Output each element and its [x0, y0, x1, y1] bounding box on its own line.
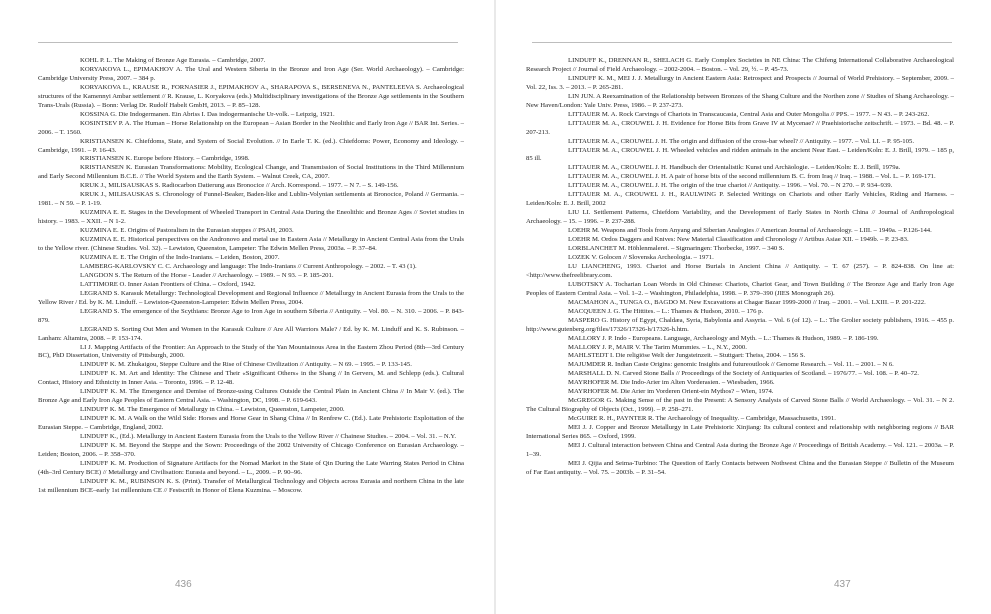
reference-entry: LI J. Mapping Artifacts of the Frontier: An Approach to the Study of the Yan Mountainous Area in the Eastern Zhou Period (8th—3rd Century BC), PhD Dissertation, University of Pittsburgh, 2000. [38, 343, 464, 360]
reference-entry: MEI J. J. Copper and Bronze Metallurgy in Late Prehistoric Xinjiang: Its cultural context and relationship with neighboring regions // BAR International Series 865. – Oxford, 1999. [526, 424, 954, 441]
reference-entry: LANGDON S. The Return of the Horse - Leader // Archaeology. – 1989. – N 93. – P. 185-201. [80, 271, 334, 279]
reference-entry: MALLORY J. P., MAIR V. The Tarim Mummies. – L., N.Y., 2000. [568, 343, 747, 351]
reference-entry: KUZMINA E. E. Origins of Pastoralism in the Eurasian steppes // PSAH, 2003. [80, 227, 294, 235]
reference-entry: KORYAKOVA L., KRAUSE R., FORNASIER J., EPIMAKHOV A., SHARAPOVA S., BERSENEVA N., PANTELEEVA S. Archaeological structures of the Kamennyi Ambar settlement // R. Krause, L. Koryakova (eds.) Multidisciplinary investigations of the Bronze Age settlements in the Southern Trans-Urals (Russia). – Bonn: Verlag Dr. Rudolf Habelt GmbH, 2013. – P. 85–128. [38, 83, 464, 109]
reference-entry: KUZMINA E. E. Stages in the Development of Wheeled Transport in Central Asia During the Eneolithic and Bronze Ages // Soviet studies in history. – 1983. – XXII. – N 1-2. [38, 209, 464, 226]
page-number: 437 [834, 579, 851, 590]
reference-entry: LIU LI. Settlement Patterns, Chiefdom Variability, and the Development of Early States in North China // Journal of Anthropological Archaeology. – 15. – 1996. – P. 237-288. [526, 209, 954, 226]
reference-entry: LITTAUER M. A. Rock Carvings of Chariots in Transcaucasia, Central Asia and Outer Mongolia // PPS. – 1977. – N 43. – P. 243-262. [568, 110, 930, 118]
reference-entry: KUZMINA E. E. The Origin of the Indo-Iranians. – Leiden, Boston, 2007. [80, 253, 280, 261]
reference-list [38, 57, 464, 496]
reference-entry: KOSSINA G. Die Indogermanen. Ein Abriss I. Das indogermanische Ur-volk. – Leipzig, 1921. [80, 110, 335, 118]
reference-entry: LINDUFF K., (Ed.). Metallurgy in Ancient Eastern Eurasia from the Urals to the Yellow River // Chainese Studies. – 2004. – Vol. 31. – N.Y. [80, 433, 457, 441]
reference-entry: LEGRAND S. The emergence of the Scythians: Bronze Age to Iron Age in southern Siberia // Antiquity. – Vol. 80. – N. 310. – 2006. – P. 843-879. [38, 307, 464, 324]
reference-entry: McGUIRE R. H., PAYNTER R. The Archaeology of Inequality. – Cambridge, Massachusetts, 1991. [568, 415, 836, 423]
reference-entry: MAJUMDER R. Indian Caste Origins: genomic Insights and futureoutlook // Genome Research. – Vol. 11. – 2001. – N 6. [568, 361, 894, 369]
reference-entry: LITTAUER M. A., CROUWEL J. H. A pair of horse bits of the second millennium B. C. from Iraq // Iraq. – 1988. – Vol. L. – P. 169-171. [568, 173, 936, 181]
reference-entry: LITTAUER M. A., CROUWEL J. H. The origin of the true chariot // Antiquity. – 1996. – Vol. 70. – N 270. – P. 934–939. [568, 182, 893, 190]
reference-entry: LITTAUER M. A., CROUWEL J. H. Handbuch der Orientalistik: Kunst und Archäologie. – Leiden/Koln: E. J. Brill, 1979a. [568, 164, 901, 172]
reference-entry: LOEHR M. Weapons and Tools from Anyang and Siberian Analogies // American Journal of Archaeology. – LIII. – 1949a. – P.126-144. [568, 227, 932, 235]
reference-entry: LITTAUER M. A., CROUWEL J. H. Wheeled vehicles and ridden animals in the ancient Near East. – Leiden/Koln: E. J. Brill, 1979. – 185 p, 85 ill. [526, 146, 954, 163]
reference-entry: LITTAUER M. A., CROUWEL J. H. Evidence for Horse Bits from Grave IV at Mycenae? // Praehistorische zeitschrift. – 1973. – Bd. 48. – P. 207-213. [526, 119, 954, 136]
reference-entry: LOZEK V. Golocen // Slovenska Archeologia. – 1971. [568, 253, 714, 261]
page-number: 436 [175, 579, 192, 590]
left-page [0, 0, 495, 614]
right-page [496, 0, 991, 614]
reference-entry: MEI J. Qijia and Seima-Turbino: The Question of Early Contacts between Nothwest China and the Eurasian Steppe // Bulletin of the Museum of Far East antiquity. – Vol. 75. – 2003b. – P. 31–54. [526, 459, 954, 476]
reference-entry: LINDUFF K. M. The Emergence and Demise of Bronze-using Cultures Outside the Central Plain in Ancient China // In Mair V. (ed.). The Bronze Age and Early Iron Age Peoples of Eastern Central Asia. – Washington, DC, 1998. – P. 619-643. [38, 388, 464, 405]
reference-entry: MACMAHON A., TUNGA O., BAGDO M. New Excavations at Chagar Bazar 1999-2000 // Iraq. – 2001. – Vol. LXIII. – P. 201-222. [568, 298, 926, 306]
reference-entry: LINDUFF K. M., MEI J. J. Metallurgy in Ancient Eastern Asia: Retrospect and Prospects // Journal of World Prehistory. – September, 2009. – Vol. 22, Iss. 3. – 2013. – P. 265-281. [526, 74, 954, 91]
reference-list [526, 57, 954, 478]
reference-entry: LINDUFF K., DRENNAN R., SHELACH G. Early Complex Societies in NE China: The Chifeng International Collaborative Archaeological Research Project // Journal of Field Archaeology. – 2002-2004. – Boston. – Vol. 29, ½. – P. 45-73. [526, 57, 954, 73]
reference-entry: KORYAKOVA L., EPIMAKHOV A. The Ural and Western Siberia in the Bronze and Iron Age (Ser. World Archaeology). – Cambridge: Cambridge University Press, 2007. – 384 p. [38, 65, 464, 82]
reference-entry: KRISTIANSEN K. Eurasian Transformations: Mobility, Ecological Change, and Transmission of Social Institutions in the Third Millennium and Early Second Millennium B.C.E. // The World System and the Earth System. – Walnut Creek, CA, 2007. [38, 164, 464, 181]
reference-entry: MASPERO G. History of Egypt, Chaldæa, Syria, Babylonia and Assyria. – Vol. 6 (of 12). – L.: The Grolier society publishers, 1916. – 455 p. http://www.gutenberg.org/files/17326/17326-h/17326-h.htm. [526, 316, 954, 333]
reference-entry: KRUK J., MILISAUSKAS S. Chronology of Funnel-Beaker, Baden-like and Lublin-Volynian settlements at Bronocice, Poland // Germania. – 1981. – N 59. – P. 1-19. [38, 191, 464, 208]
reference-entry: LITTAUER M. A., CROUWEL J. H., RAULWING P. Selected Writings on Chariots and other Early Vehicles, Riding and Harness. – Leiden/Koln: E. J. Brill, 2002 [526, 191, 954, 208]
reference-entry: KRUK J., MILISAUSKAS S. Radiocarbon Datierung aus Bronocice // Arch. Korrespond. – 1977. – N 7. – S. 149-156. [80, 182, 399, 190]
reference-entry: MALLORY J. P. Indo - Europeans. Language, Archaeology and Myth. – L.: Thames & Hudson, 1989. – P. 186-199. [568, 334, 879, 342]
reference-entry: LINDUFF K. M. Zhukaigou, Steppe Culture and the Rise of Chinese Civilization // Antiquity. – N 69. – 1995. – P. 133-145. [80, 361, 412, 369]
header-rule [532, 42, 952, 43]
reference-entry: LEGRAND S. Karasuk Metallurgy: Technological Development and Regional Influence // Metallurgy in Ancient Eurasia from the Urals to the Yellow River / Ed. by K. M. Linduff. – Lewiston-Queenston-Lampeter: Edwin Mellen Press, 2004. [38, 289, 464, 306]
reference-entry: KRISTIANSEN K. Europe before History. – Cambridge, 1998. [80, 155, 250, 163]
reference-entry: KRISTIANSEN K. Chiefdoms, State, and System of Social Evolution. // In Earle T. K. (ed.). Chiefdoms: Power, Economy and Ideology. – Cambridge, 1991. – P. 16-43. [38, 137, 464, 154]
reference-entry: LEGRAND S. Sorting Out Men and Women in the Karasuk Culture // Are All Warriors Male? / Ed. by K. M. Linduff and K. S. Rubinson. – Lanham: Altamira, 2008. – P. 153-174. [38, 325, 464, 342]
reference-entry: LITTAUER M. A., CROUWEL J. H. The origin and diffusion of the cross-bar wheel? // Antiquity. – 1977. – Vol. LI. – P. 95-105. [568, 137, 914, 145]
reference-entry: LINDUFF K. M. Production of Signature Artifacts for the Nomad Market in the State of Qin During the Late Warring States Period in China (4th–3rd Century BCE) // Metallurgy and Civilisation: Eurasia and beyond. – L., 2009. – P. 90–96. [38, 459, 464, 476]
reference-entry: LU LIANCHENG, 1993. Chariot and Horse Burials in Ancient China // Antiquity. – T. 67 (257). – P. 824-838. On line at: <http://www.thefreelibrary.com. [526, 262, 954, 279]
reference-entry: LAMBERG-KARLOVSKY C. C. Archaeology and language: The Indo-Iranians // Current Anthropology. – 2002. – T. 43 (1). [80, 262, 417, 270]
reference-entry: KOHL P. L. The Making of Bronze Age Eurasia. – Cambridge, 2007. [80, 57, 266, 64]
reference-entry: MAYRHOFER M. Die Indo-Arier im Alten Vorderasien. – Wiesbaden, 1966. [568, 379, 775, 387]
reference-entry: MEI J. Cultural interaction between China and Central Asia during the Bronze Age // Proceedings of British Academy. – Vol. 121. – 2003a. – P. 1–39. [526, 441, 954, 458]
reference-entry: KUZMINA E. E. Historical perspectives on the Andronovo and metal use in Eastern Asia // Metallurgy in Ancient Central Asia from the Urals to the Yellow river. (Chinese Studies. Vol. 32). – Lewiston, Queenston, Lampeter: The Edwin Mellen Press, 2003a. – P. 37–84. [38, 236, 464, 253]
reference-entry: MARSHALL D. N. Carved Stone Balls // Proceedings of the Society of Antiquaries of Scotland. – 1976/77. – Vol. 108. – P. 40–72. [568, 370, 919, 378]
reference-entry: LOEHR M. Ordos Daggers and Knives: New Material Classification and Chronology // Artibus Asiae XII. – 1949b. – P. 23-83. [568, 236, 909, 244]
reference-entry: LINDUFF K. M. The Emergence of Metallurgy in China. – Lewiston, Queenston, Lampeter, 2000. [80, 406, 345, 414]
reference-entry: LUBOTSKY A. Tocharian Loan Words in Old Chinese: Chariots, Chariot Gear, and Town Building // The Bronze Age and Early Iron Age Peoples of Eastern Central Asia. – Vol. 1–2. – Washington, Philadelphia, 1998. – P. 379–390 (JIES Monograph 26). [526, 280, 954, 297]
reference-entry: MAYRHOFER M. Die Arier im Vorderen Orient-ein Mythos? – Wien, 1974. [568, 388, 774, 396]
reference-entry: McGREGOR G. Making Sense of the past in the Present: A Sensory Analysis of Carved Stone Balls // World Archaeology. – Vol. 31. – N 2. The Cultural Biography of Objects (Oct., 1999). – P. 258–271. [526, 397, 954, 414]
reference-entry: MACQUEEN J. G. The Hittites. – L.: Thames & Hudson, 2010. – 176 p. [568, 307, 764, 315]
header-rule [38, 42, 458, 43]
reference-entry: KOSINTSEV P. A. The Human – Horse Relationship on the European – Asian Border in the Neolithic and Early Iron Age // BAR Int. Series. – 2006. – T. 1560. [38, 119, 464, 136]
reference-entry: LINDUFF K. M. Beyond the Steppe and the Sown: Proceedings of the 2002 University of Chicago Conference on Eurasian Archaeology. – Leiden; Boston, 2006. – P. 358–370. [38, 441, 464, 458]
reference-entry: LORBLANCHET M. Höhlenmalerei. – Sigmaringen: Thorbecke, 1997. – 340 S. [568, 245, 785, 253]
reference-entry: LINDUFF K. M. A Walk on the Wild Side: Horses and Horse Gear in Shang China // In Renfrew C. (Ed.). Late Prehistoric Exploitation of the Eurasian Steppe. – Cambridge, England, 2002. [38, 415, 464, 432]
reference-entry: LIN JUN. A Reexamination of the Relationship between Bronzes of the Shang Culture and the Northen zone // Studies of Shang Archaeology. – New Haven/London: Yale Univ. Press, 1986. – P. 237-273. [526, 92, 954, 109]
reference-entry: LINDUFF K. M., RUBINSON K. S. (Print). Transfer of Metallurgical Technology and Objects across Eurasia and northern China in the late 1st millennium BCE–early 1st millennium CE // Festscrift in Honor of Elena Kuzmina. – Moscow. [38, 477, 464, 494]
reference-entry: MAHLSTEDT I. Die religiöse Welt der Jungsteinzeit. – Stuttgart: Theiss, 2004. – 156 S. [568, 352, 806, 360]
reference-entry: LATTIMORE O. Inner Asian Frontiers of China. – Oxford, 1942. [80, 280, 256, 288]
reference-entry: LINDUFF K. M. Art and Identity: The Chinese and Their «Significant Others» in the Shang // In Gervers, M. and Schlepp (eds.). Cultural Contact, History and Ethnicity in Inner Asia. – Toronto, 1996. – P. 12-48. [38, 370, 464, 387]
